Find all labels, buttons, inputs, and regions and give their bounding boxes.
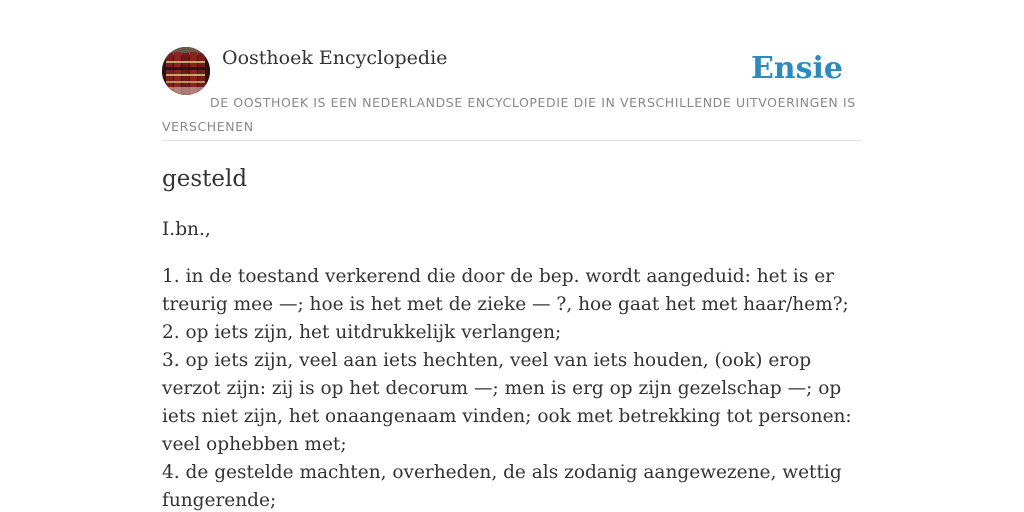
brand-logo[interactable]: Ensie [750, 51, 843, 86]
site-title[interactable]: Oosthoek Encyclopedie [222, 47, 448, 69]
book-spines-icon [162, 47, 210, 95]
avatar[interactable] [162, 47, 210, 95]
definition [162, 263, 862, 512]
definition-line-2: 2. op iets zijn, het uitdrukkelijk verlangen; [162, 322, 562, 343]
definition-line-3: 3. op iets zijn, veel aan iets hechten, veel van iets houden, (ook) erop verzot zijn: zij is op het decorum —; men is erg op zijn gezelschap —; op iets niet zijn, het onaangenaam vinden; ook met betrekking tot personen: veel ophebben met; [162, 350, 852, 455]
site-subtitle: DE OOSTHOEK IS EEN NEDERLANDSE ENCYCLOPEDIE DIE IN VERSCHILLENDE UITVOERINGEN IS VERSCHENEN [162, 95, 856, 134]
part-of-speech: I.bn., [162, 219, 211, 240]
header [162, 46, 862, 141]
definition-line-4: 4. de gestelde machten, overheden, de als zodanig aangewezene, wettig fungerende; [162, 462, 842, 511]
definition-line-1: 1. in de toestand verkerend die door de bep. wordt aangeduid: het is er treurig mee —; hoe is het met de zieke — ?, hoe gaat het met haar/hem?; [162, 266, 849, 315]
entry-term: gesteld [162, 166, 248, 192]
